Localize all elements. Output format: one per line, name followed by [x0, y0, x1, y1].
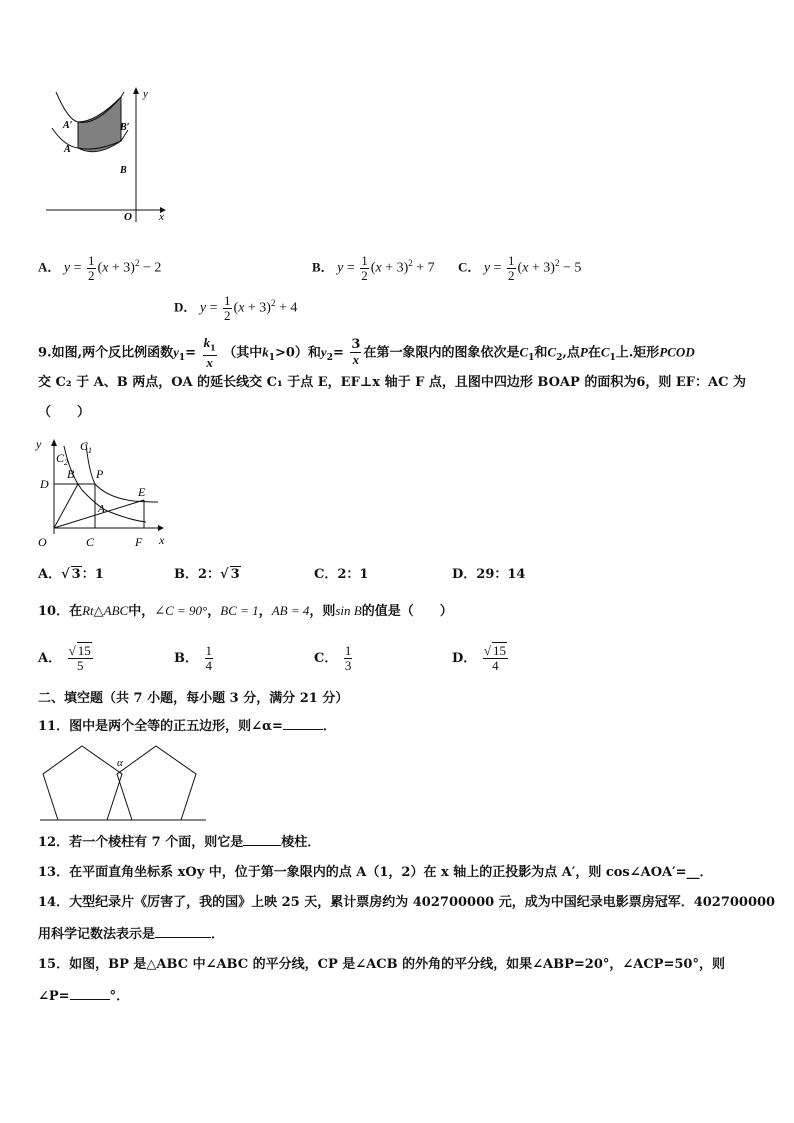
q10-option-d: D． $\frac{√ 15}{4}$: [452, 643, 506, 673]
q8-option-c: C． y = $\frac{1}{2}$ $(x + 3)^2 - 5$: [458, 253, 582, 283]
section-2-heading: 二、填空题（共 7 小题，每小题 3 分，满分 21 分）: [38, 691, 349, 706]
q15-stem-line1: 15．如图，BP 是△ABC 中∠ABC 的平分线，CP 是∠ACB 的外角的平分线，如果∠ABP=20°，∠ACP=50°，则: [38, 957, 725, 972]
q13-stem: 13．在平面直角坐标系 xOy 中，位于第一象限内的点 A（1，2）在 x 轴上的正投影为点 A′，则 cos∠AOA′=__．: [38, 865, 713, 880]
fig9-c-label: C: [86, 535, 95, 549]
fig9-x-label: x: [159, 533, 165, 547]
q9-option-a: A．√ 3：1: [38, 567, 104, 582]
q14-stem-line2: 用科学记数法表示是 ．: [38, 927, 225, 942]
q11-alpha-label: α: [117, 757, 123, 769]
q10-option-c: C． $\frac{1}{3}$: [314, 643, 352, 673]
fig8-a2-label: A′: [63, 120, 73, 131]
q8-option-b: B． y = $\frac{1}{2}$ $(x + 3)^2 + 7$: [312, 253, 435, 283]
q14-stem-line1: 14．大型纪录片《厉害了，我的国》上映 25 天，累计票房约为 402700000 元，成为中国纪录电影票房冠军．402700000: [38, 895, 776, 910]
fig8-a-label: A: [64, 144, 71, 155]
q8-figure: [38, 86, 170, 224]
q10-stem: 10．在Rt△ABC中，∠C = 90°，BC = 1，AB = 4，则sin B的值是（ ）: [38, 603, 453, 619]
fig9-d-label: D: [40, 477, 49, 491]
q10-option-b: B． $\frac{1}{4}$: [174, 643, 213, 673]
fig8-y-label: y: [143, 88, 148, 100]
q9-stem-line1: 9.如图,两个反比例函数$y_1=$ $\frac{k_1}{x}$ （其中$k_1>0$）和$y_2=$ $\frac{3}{x}$ 在第一象限内的图象依次是$C_1$和$C_2$,点P在$C_1$上.矩形PCOD: [38, 335, 695, 370]
q9-figure: [34, 434, 168, 552]
fig9-c1-label: $C_1$: [80, 439, 93, 455]
fig9-o-label: O: [38, 535, 47, 549]
q8-option-d: D． y = $\frac{1}{2}$ $(x + 3)^2 + 4$: [174, 293, 298, 323]
q12-stem: 12．若一个棱柱有 7 个面，则它是 棱柱．: [38, 835, 321, 850]
fig8-b2-label: B′: [120, 122, 130, 133]
fig9-y-label: y: [36, 437, 42, 451]
fig9-f-label: F: [135, 535, 143, 549]
q15-stem-line2: ∠P= °．: [38, 989, 130, 1004]
q10-option-a: A． $\frac{√ 15}{5}$: [38, 643, 91, 673]
q11-stem: 11．图中是两个全等的正五边形，则∠α= ．: [38, 719, 336, 734]
q11-pentagons-figure: [38, 742, 210, 824]
q8-option-a: A． y = $\frac{1}{2}$ $(x + 3)^2 - 2$: [38, 253, 162, 283]
fig9-e-label: E: [138, 485, 146, 499]
q9-option-c: C．2：1: [314, 567, 369, 582]
fig9-p-label: P: [96, 467, 104, 481]
q9-option-d: D．29：14: [452, 567, 526, 582]
fig9-b-label: B: [67, 467, 75, 481]
fig8-b-label: B: [120, 165, 127, 176]
fig8-x-label: x: [159, 211, 164, 223]
q9-option-b: B．2：√ 3: [174, 567, 240, 582]
q9-stem-line3: （ ）: [38, 405, 91, 420]
fig9-c2-label: $C_2$: [56, 451, 69, 467]
fig9-a-label: A: [98, 503, 105, 515]
fig8-o-label: O: [124, 211, 132, 223]
q9-stem-line2: 交 C₂ 于 A、B 两点，OA 的延长线交 C₁ 于点 E，EF⊥x 轴于 F 点，且图中四边形 BOAP 的面积为6，则 EF：AC 为: [38, 375, 746, 390]
